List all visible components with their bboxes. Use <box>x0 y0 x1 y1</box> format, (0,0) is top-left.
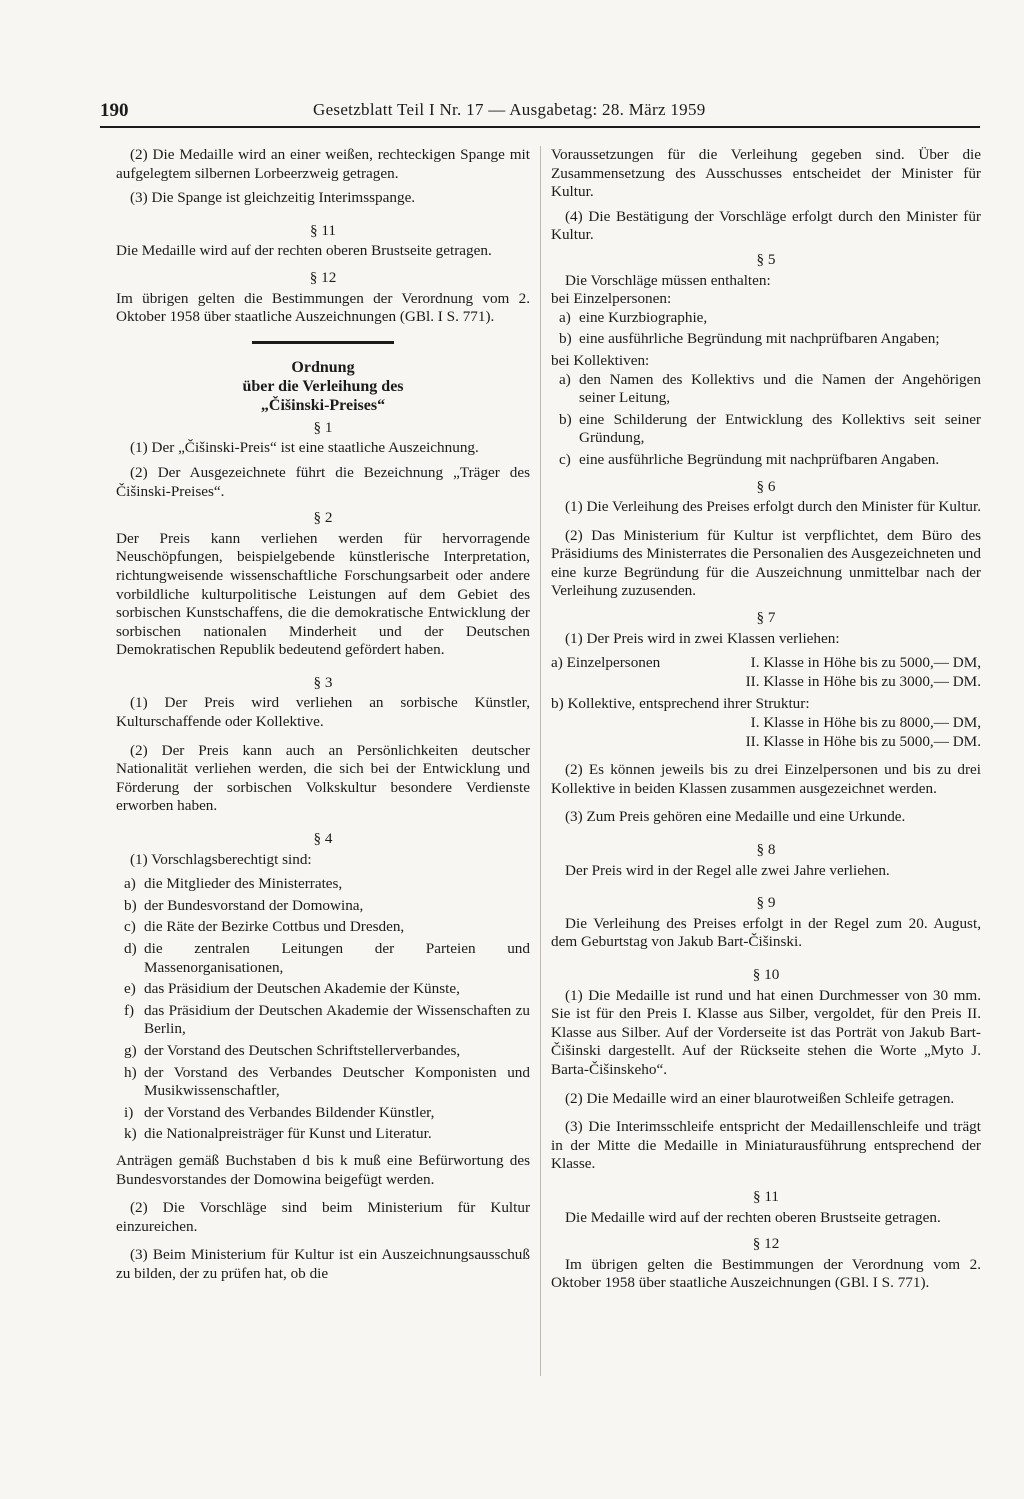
paragraph: (2) Die Vorschläge sind beim Ministerium für Kultur einzureichen. <box>116 1199 530 1235</box>
paragraph: (4) Die Bestätigung der Vorschläge erfolgt durch den Minister für Kultur. <box>551 207 981 244</box>
section-heading: § 11 <box>752 1187 779 1205</box>
ordnung-title-line: über die Verleihung des <box>242 377 404 395</box>
section-heading: § 12 <box>309 268 337 286</box>
section-heading: § 3 <box>313 673 333 691</box>
paragraph: Die Vorschläge müssen enthalten: <box>565 271 771 289</box>
list-item: c) die Räte der Bezirke Cottbus und Dresden, <box>124 918 405 936</box>
paragraph: (1) Die Verleihung des Preises erfolgt durch den Minister für Kultur. <box>565 498 982 516</box>
proposer-list <box>116 875 530 1144</box>
section-heading: § 6 <box>756 477 776 495</box>
separator-rule <box>252 341 394 344</box>
list-item: h) der Vorstand des Verbandes Deutscher Komponisten und Musikwissenschaftler, <box>124 1063 530 1100</box>
section-heading: § 2 <box>313 509 333 527</box>
list-item: d) die zentralen Leitungen der Parteien und Massenorganisationen, <box>124 940 530 976</box>
paragraph: Im übrigen gelten die Bestimmungen der Verordnung vom 2. Oktober 1958 über staatliche Auszeichnungen (GBl. I S. 771). <box>116 289 530 326</box>
section-heading: § 4 <box>313 830 333 848</box>
section-heading: § 10 <box>752 965 780 983</box>
list-item: a) den Namen des Kollektivs und die Namen der Angehörigen seiner Leitung, <box>559 370 981 407</box>
individual-list <box>551 309 981 349</box>
collective-list <box>551 371 981 470</box>
page-number: 190 <box>100 100 129 121</box>
right-column <box>551 146 981 1299</box>
list-item: e) das Präsidium der Deutschen Akademie der Künste, <box>124 980 460 998</box>
paragraph: (1) Der Preis wird in zwei Klassen verliehen: <box>565 629 840 647</box>
section-heading: § 5 <box>756 250 776 268</box>
list-item: i) der Vorstand des Verbandes Bildender Künstler, <box>124 1103 435 1121</box>
prize-row: a) Einzelpersonen I. Klasse in Höhe bis zu 5000,— DM, <box>551 654 981 672</box>
prize-row: II. Klasse in Höhe bis zu 5000,— DM. <box>745 732 981 750</box>
prize-row: b) Kollektive, entsprechend ihrer Struktur: <box>551 695 810 713</box>
ordnung-title-line: Ordnung <box>291 358 355 376</box>
paragraph: (3) Zum Preis gehören eine Medaille und eine Urkunde. <box>565 808 906 826</box>
column-divider <box>540 146 541 1376</box>
list-item: g) der Vorstand des Deutschen Schriftstellerverbandes, <box>124 1041 461 1059</box>
paragraph: Der Preis wird in der Regel alle zwei Jahre verliehen. <box>565 861 890 879</box>
section-heading: § 7 <box>756 609 776 627</box>
list-item: a) eine Kurzbiographie, <box>559 308 708 326</box>
ordnung-title <box>116 358 530 415</box>
list-item: k) die Nationalpreisträger für Kunst und Literatur. <box>124 1125 432 1143</box>
paragraph: (1) Der „Čišinski-Preis“ ist eine staatliche Auszeichnung. <box>130 439 479 457</box>
paragraph: (2) Der Ausgezeichnete führt die Bezeichnung „Träger des Čišinski-Preises“. <box>116 463 530 500</box>
list-item: c) eine ausführliche Begründung mit nachprüfbaren Angaben. <box>559 450 940 468</box>
paragraph: Die Verleihung des Preises erfolgt in der Regel zum 20. August, dem Geburtstag von Jakub Bart-Čišinski. <box>551 914 981 951</box>
paragraph: (1) Der Preis wird verliehen an sorbische Künstler, Kulturschaffende oder Kollektive. <box>116 694 530 731</box>
paragraph: bei Einzelpersonen: <box>551 290 672 308</box>
paragraph: Der Preis kann verliehen werden für hervorragende Neuschöpfungen, beispielgebende künstlerische Interpretation, richtungweisende wissenschaftliche Forschungsarbeit oder andere vorbildliche kulturpolitische Leistungen auf dem Gebiet des sorbischen Kunstschaffens, die die demokratische Entwicklung der sorbischen nationalen Minderheit und der Deutschen Demokratischen Republik bedeutend gefördert haben. <box>116 529 530 659</box>
paragraph: (2) Der Preis kann auch an Persönlichkeiten deutscher Nationalität verliehen werden, die sich bei der Entwicklung und Förderung der sorbischen Volkskultur besondere Verdienste erworben haben. <box>116 741 530 815</box>
paragraph: (2) Es können jeweils bis zu drei Einzelpersonen und bis zu drei Kollektive in beiden Klassen zusammen ausgezeichnet werden. <box>551 761 981 797</box>
paragraph: (2) Die Medaille wird an einer weißen, rechteckigen Spange mit aufgelegtem silbernen Lorbeerzweig getragen. <box>116 146 530 182</box>
section-heading: § 8 <box>756 841 776 858</box>
section-heading: § 1 <box>313 418 333 436</box>
list-item: b) der Bundesvorstand der Domowina, <box>124 896 364 914</box>
paragraph: (2) Die Medaille wird an einer blaurotweißen Schleife getragen. <box>565 1089 955 1107</box>
list-item: b) eine ausführliche Begründung mit nachprüfbaren Angaben; <box>559 330 940 348</box>
paragraph: (3) Die Interimsschleife entspricht der Medaillenschleife und trägt in der Mitte die Medaille in Miniaturausführung entsprechend der Klasse. <box>551 1118 981 1173</box>
left-column <box>116 146 530 1290</box>
paragraph: (1) Die Medaille ist rund und hat einen Durchmesser von 30 mm. Sie ist für den Preis I. Klasse aus Silber, vergoldet, für den Preis II. Klasse aus Silber. Auf der Vorderseite ist das Porträt von Jakub Bart-Čišinski dargestellt. Auf der Rückseite stehen die Worte „Myto J. Barta-Čišinskeho“. <box>551 986 981 1078</box>
paragraph: (3) Beim Ministerium für Kultur ist ein Auszeichnungsausschuß zu bilden, der zu prüfen hat, ob die <box>116 1246 530 1282</box>
list-item: f) das Präsidium der Deutschen Akademie der Wissenschaften zu Berlin, <box>124 1001 530 1038</box>
page-header <box>100 100 980 128</box>
section-heading: § 12 <box>752 1235 780 1253</box>
paragraph: (1) Vorschlagsberechtigt sind: <box>130 850 312 868</box>
prize-table <box>551 654 981 751</box>
prize-row: I. Klasse in Höhe bis zu 8000,— DM, <box>750 714 981 732</box>
paragraph: (3) Die Spange ist gleichzeitig Interimsspange. <box>130 189 416 207</box>
list-item: a) die Mitglieder des Ministerrates, <box>124 875 343 893</box>
paragraph: Die Medaille wird auf der rechten oberen Brustseite getragen. <box>116 242 492 260</box>
paragraph: Im übrigen gelten die Bestimmungen der Verordnung vom 2. Oktober 1958 über staatliche Auszeichnungen (GBl. I S. 771). <box>551 1255 981 1292</box>
section-heading: § 11 <box>309 221 336 239</box>
prize-row: II. Klasse in Höhe bis zu 3000,— DM. <box>745 672 981 690</box>
ordnung-title-line: „Čišinski-Preises“ <box>260 396 386 414</box>
paragraph: Voraussetzungen für die Verleihung gegeben sind. Über die Zusammensetzung des Ausschusses entscheidet der Minister für Kultur. <box>551 146 981 201</box>
paragraph: Die Medaille wird auf der rechten oberen Brustseite getragen. <box>565 1208 941 1226</box>
section-heading: § 9 <box>756 894 776 912</box>
paragraph: (2) Das Ministerium für Kultur ist verpflichtet, dem Büro des Präsidiums des Ministerrates die Personalien des Ausgezeichneten und eine kurze Begründung für die Auszeichnung unmittelbar nach der Verleihung zuzusenden. <box>551 526 981 600</box>
header-title: Gesetzblatt Teil I Nr. 17 — Ausgabetag: 28. März 1959 <box>313 100 706 119</box>
paragraph: Anträgen gemäß Buchstaben d bis k muß eine Befürwortung des Bundesvorstandes der Domowina beigefügt werden. <box>116 1151 530 1188</box>
paragraph: bei Kollektiven: <box>551 351 650 369</box>
list-item: b) eine Schilderung der Entwicklung des Kollektivs seit seiner Gründung, <box>559 410 981 447</box>
